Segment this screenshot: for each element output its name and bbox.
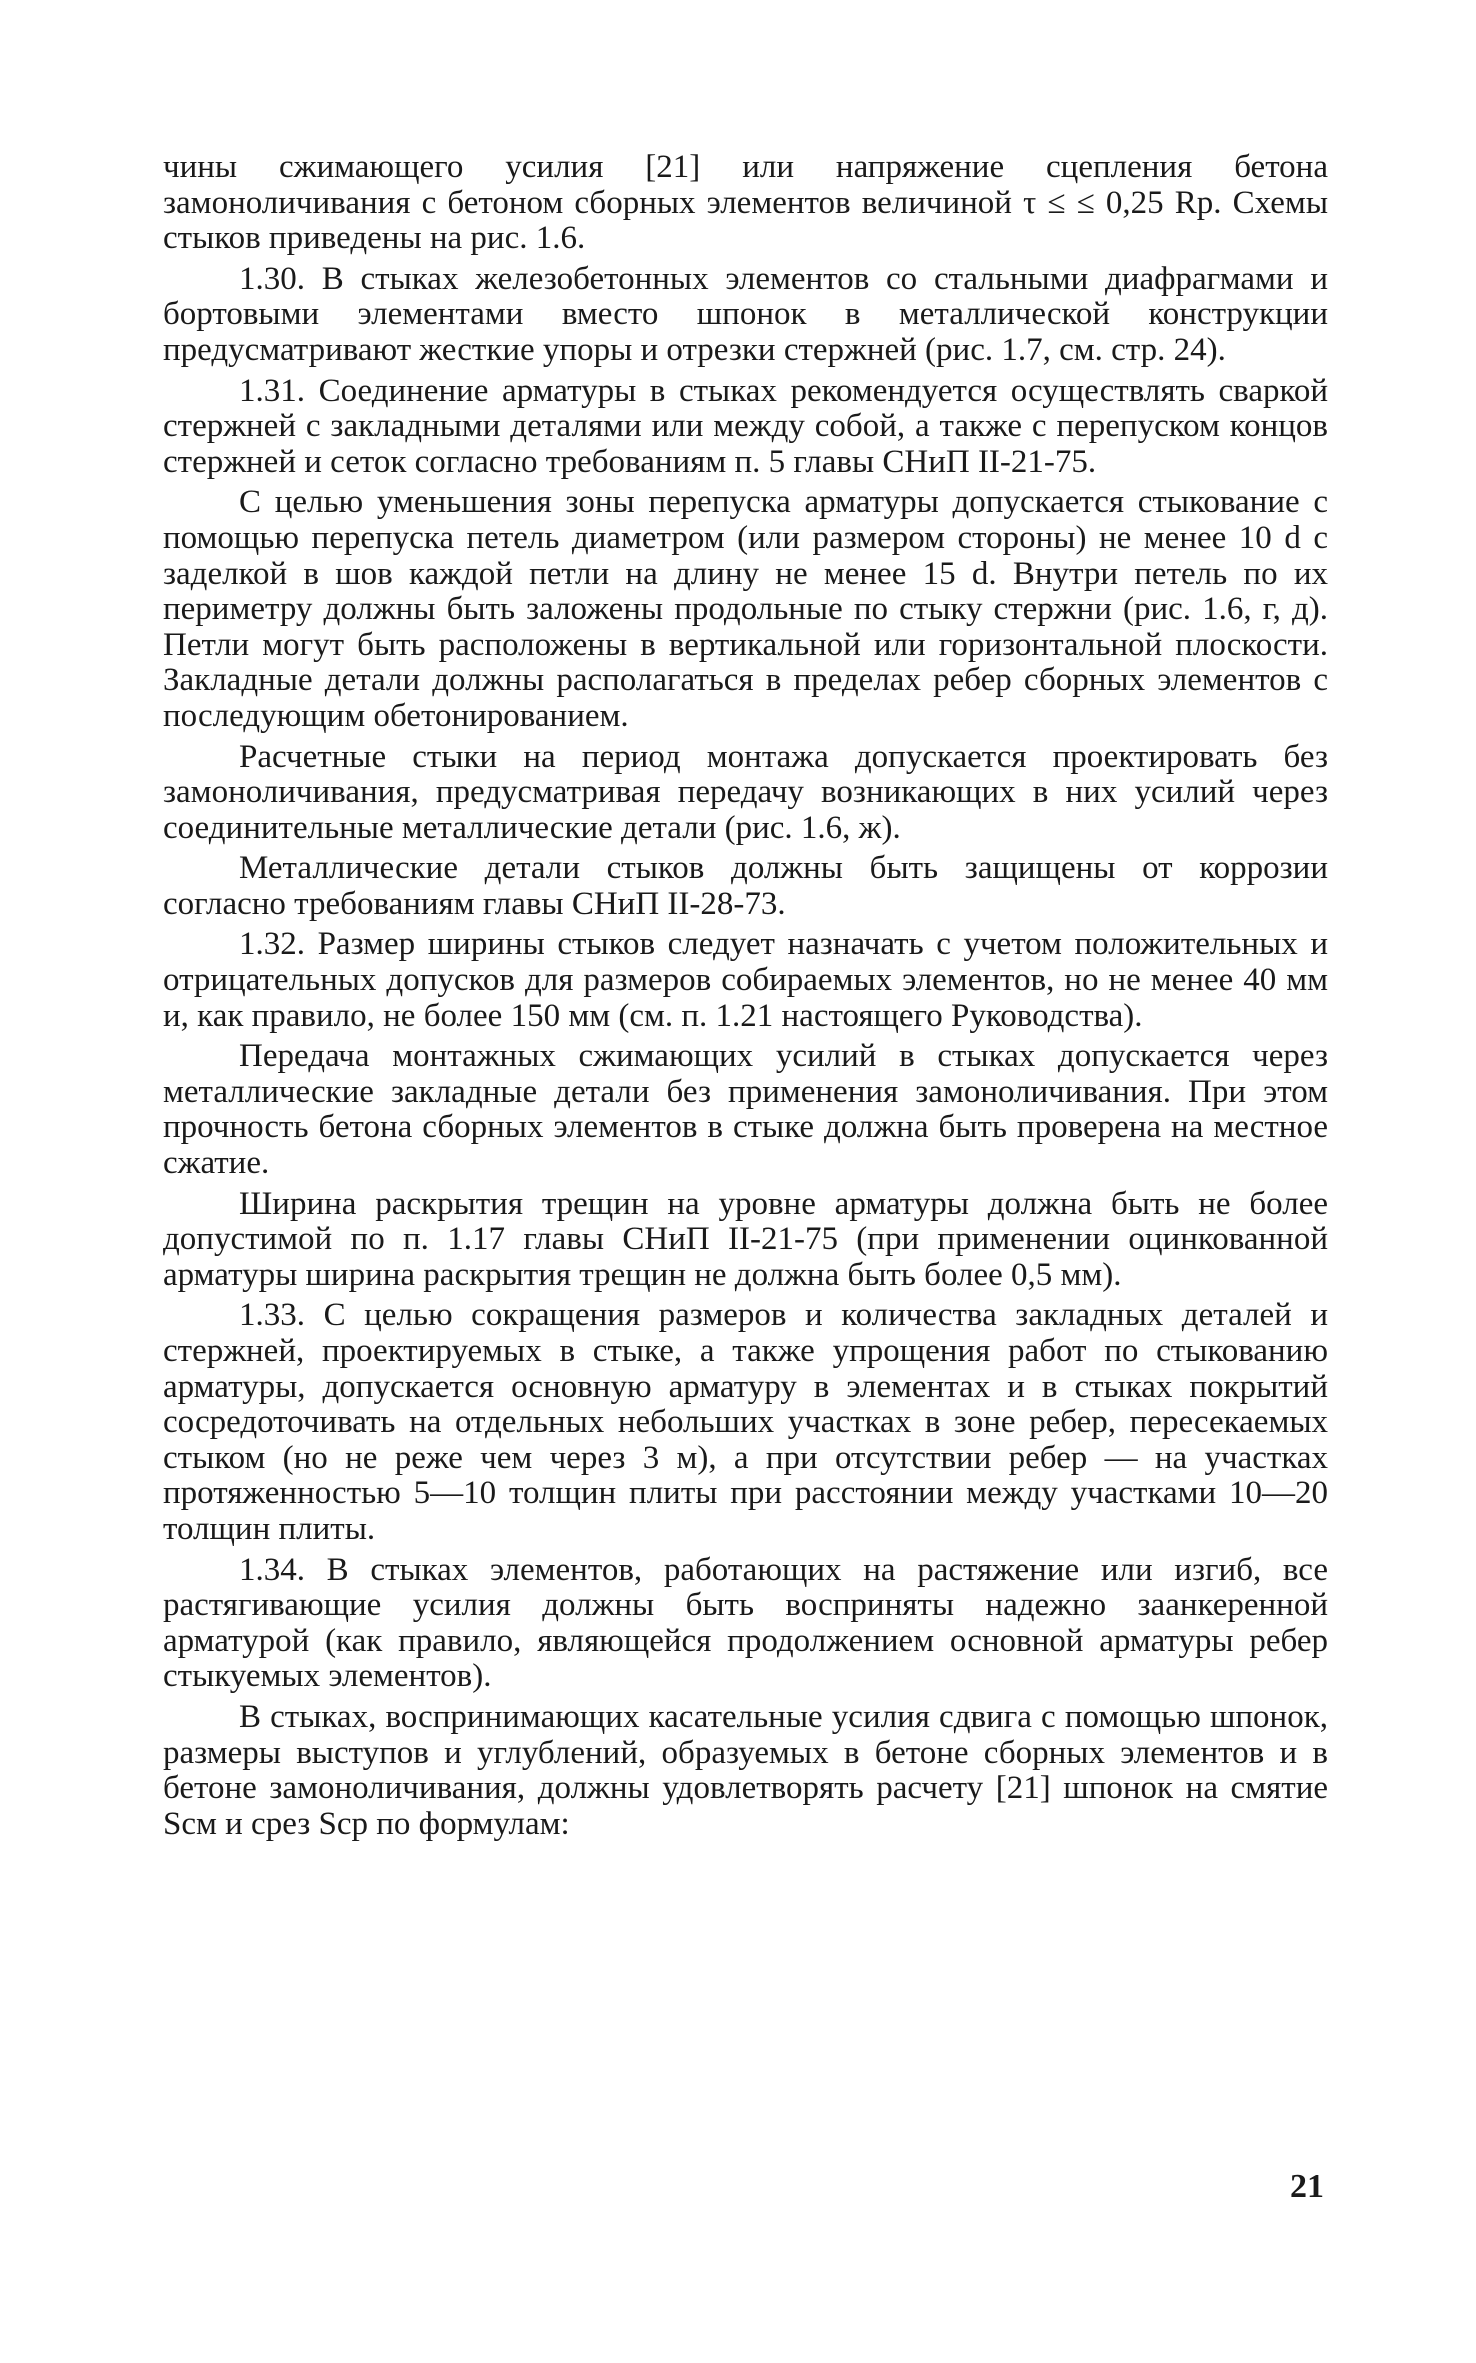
paragraph-shear-keys: В стыках, воспринимающих касательные усилия сдвига с помощью шпонок, размеры выступов и углублений, образуемых в бетоне сборных элементов и в бетоне замоноличивания, должны удовлетворять расчету [21] шпонок на смятие Sсм и срез Sср по формулам: (163, 1698, 1328, 1842)
paragraph-1-32: 1.32. Размер ширины стыков следует назначать с учетом положительных и отрицательных допусков для размеров собираемых элементов, но не менее 40 мм и, как правило, не более 150 мм (см. п. 1.21 настоящего Руководства). (163, 926, 1328, 1034)
paragraph-1-33: 1.33. С целью сокращения размеров и количества закладных деталей и стержней, проектируемых в стыке, а также упрощения работ по стыкованию арматуры, допускается основную арматуру в элементах и в стыках покрытий сосредоточивать на отдельных небольших участках в зоне ребер, пересекаемых стыком (но не реже чем через 3 м), а при отсутствии ребер — на участках протяженностью 5—10 толщин плиты при расстоянии между участками 10—20 толщин плиты. (163, 1297, 1328, 1547)
paragraph-loop-overlap: С целью уменьшения зоны перепуска арматуры допускается стыкование с помощью перепуска петель диаметром (или размером стороны) не менее 10 d с заделкой в шов каждой петли на длину не менее 15 d. Внутри петель по их периметру должны быть заложены продольные по стыку стержни (рис. 1.6, г, д). Петли могут быть расположены в вертикальной или горизонтальной плоскости. Закладные детали должны располагаться в пределах ребер сборных элементов с последующим обетонированием. (163, 484, 1328, 734)
page-body (163, 150, 1328, 1842)
paragraph-compression-transfer: Передача монтажных сжимающих усилий в стыках допускается через металлические закладные детали без применения замоноличивания. При этом прочность бетона сборных элементов в стыке должна быть проверена на местное сжатие. (163, 1038, 1328, 1182)
paragraph-1-31: 1.31. Соединение арматуры в стыках рекомендуется осуществлять сваркой стержней с закладными деталями или между собой, а также с перепуском концов стержней и сеток согласно требованиям п. 5 главы СНиП II-21-75. (163, 372, 1328, 480)
paragraph-1-30: 1.30. В стыках железобетонных элементов со стальными диафрагмами и бортовыми элементами вместо шпонок в металлической конструкции предусматривают жесткие упоры и отрезки стержней (рис. 1.7, см. стр. 24). (163, 260, 1328, 368)
paragraph-crack-width: Ширина раскрытия трещин на уровне арматуры должна быть не более допустимой по п. 1.17 главы СНиП II-21-75 (при применении оцинкованной арматуры ширина раскрытия трещин не должна быть более 0,5 мм). (163, 1185, 1328, 1293)
page-number: 21 (1290, 2168, 1324, 2205)
paragraph-mounting-joints: Расчетные стыки на период монтажа допускается проектировать без замоноличивания, предусматривая передачу возникающих в них усилий через соединительные металлические детали (рис. 1.6, ж). (163, 738, 1328, 846)
paragraph-continuation: чины сжимающего усилия [21] или напряжение сцепления бетона замоноличивания с бетоном сборных элементов величиной τ ≤ ≤ 0,25 Rр. Схемы стыков приведены на рис. 1.6. (163, 149, 1328, 257)
paragraph-1-34: 1.34. В стыках элементов, работающих на растяжение или изгиб, все растягивающие усилия должны быть восприняты надежно заанкеренной арматурой (как правило, являющейся продолжением основной арматуры ребер стыкуемых элементов). (163, 1551, 1328, 1695)
paragraph-corrosion: Металлические детали стыков должны быть защищены от коррозии согласно требованиям главы СНиП II-28-73. (163, 850, 1328, 922)
